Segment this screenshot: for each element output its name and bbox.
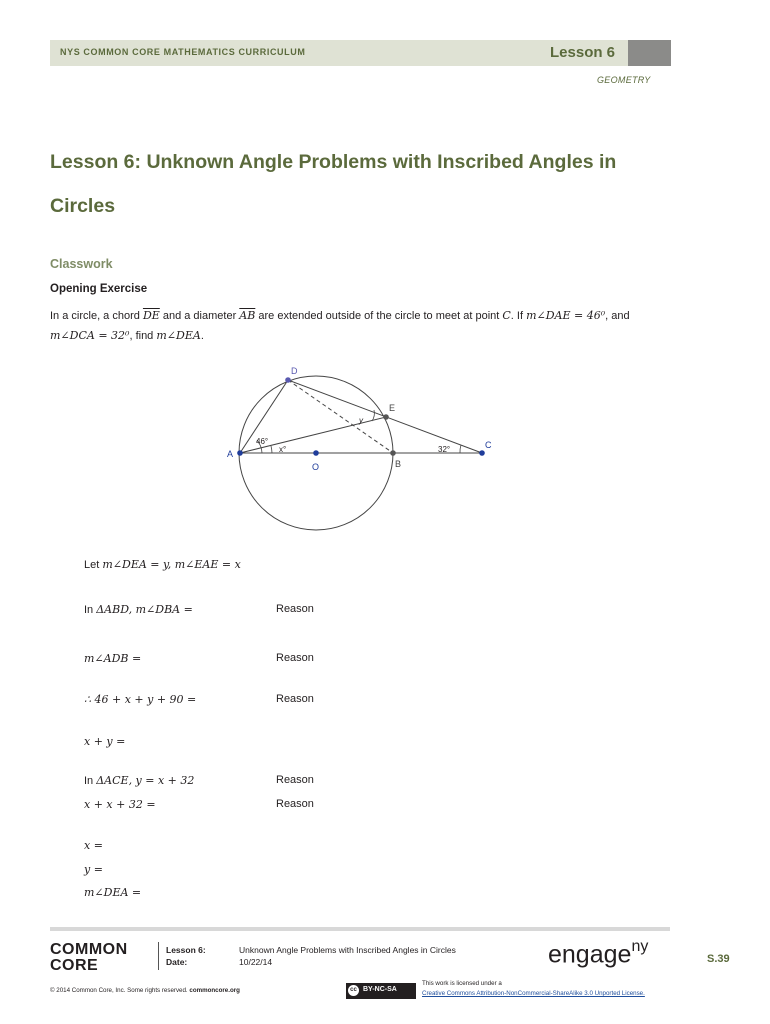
- work-line-let: Let m∠DEA = y, m∠EAE = x: [84, 558, 241, 571]
- subject-label: GEOMETRY: [597, 75, 651, 85]
- segment-db-dashed: [288, 380, 396, 453]
- footer-date-label: Date:: [166, 957, 188, 967]
- license-link[interactable]: Creative Commons Attribution-NonCommercial-ShareAlike 3.0 Unported License.: [422, 990, 645, 997]
- work-line-dea: m∠DEA =: [84, 886, 142, 899]
- chord-de: $\overline{DE}$: [142, 309, 160, 322]
- work-line-xy: x + y =: [84, 735, 126, 748]
- problem-statement: In a circle, a chord $\overline{DE}$ and a diameter $\overline{AB}$ are extended outside of the circle to meet at point C. If m∠DAE = 46⁰, and m∠DCA = 32⁰, find m∠DEA.: [50, 309, 630, 342]
- copyright: © 2014 Common Core, Inc. Some rights reserved. commoncore.org: [50, 987, 240, 994]
- label-e: E: [389, 403, 396, 413]
- footer-lesson-label: Lesson 6:: [166, 945, 206, 955]
- lesson-label: Lesson 6: [550, 44, 616, 61]
- point-a: [237, 450, 243, 456]
- point-c: [479, 450, 485, 456]
- footer-lesson-title: Unknown Angle Problems with Inscribed Angles in Circles: [239, 945, 456, 955]
- label-a: A: [227, 449, 234, 459]
- point-o: [313, 450, 319, 456]
- circle-figure: [220, 360, 510, 540]
- reason-label: Reason: [276, 774, 314, 786]
- point-e: [383, 414, 389, 420]
- work-line-ace: In ΔACE, y = x + 32: [84, 774, 195, 787]
- label-angle-46: 46°: [256, 437, 269, 446]
- work-line-adb: m∠ADB =: [84, 652, 142, 665]
- label-angle-x: x°: [279, 445, 287, 454]
- label-c: C: [485, 440, 492, 450]
- curriculum-label: NYS COMMON CORE MATHEMATICS CURRICULUM: [60, 47, 306, 57]
- page-number: S.39: [707, 953, 730, 965]
- work-line-sum: ∴ 46 + x + y + 90 =: [84, 693, 197, 706]
- section-heading: Classwork: [50, 257, 113, 271]
- arc-x: [271, 446, 272, 453]
- label-o: O: [312, 462, 320, 472]
- work-line-abd: In ΔABD, m∠DBA =: [84, 603, 193, 616]
- label-angle-y: y: [359, 416, 363, 425]
- label-d: D: [291, 366, 298, 376]
- point-b: [390, 450, 396, 456]
- reason-label: Reason: [276, 693, 314, 705]
- header-bar-accent: [628, 40, 671, 66]
- license-text: This work is licensed under a: [422, 980, 502, 987]
- cc-icon: cc: [348, 985, 359, 996]
- footer-separator: [158, 942, 159, 970]
- arc-32: [460, 445, 461, 453]
- footer-divider: [50, 927, 670, 931]
- engageny-logo: engage$^{ny}$: [548, 938, 649, 969]
- segment-ae: [240, 417, 386, 453]
- label-b: B: [395, 459, 402, 469]
- work-line-x: x =: [84, 839, 103, 852]
- work-line-y: y =: [84, 863, 103, 876]
- page-title: Lesson 6: Unknown Angle Problems with Inscribed Angles in Circles: [50, 151, 617, 217]
- footer-date: 10/22/14: [239, 957, 273, 967]
- common-core-logo: COMMON CORE: [50, 941, 128, 974]
- subsection-heading: Opening Exercise: [50, 283, 148, 295]
- reason-label: Reason: [276, 603, 314, 615]
- label-angle-32: 32°: [438, 445, 451, 454]
- reason-label: Reason: [276, 652, 314, 664]
- point-d: [285, 377, 291, 383]
- cc-badge-text: BY-NC-SA: [363, 986, 397, 993]
- reason-label: Reason: [276, 798, 314, 810]
- diameter-ab: $\overline{AB}$: [239, 309, 256, 322]
- work-line-xx32: x + x + 32 =: [84, 798, 156, 811]
